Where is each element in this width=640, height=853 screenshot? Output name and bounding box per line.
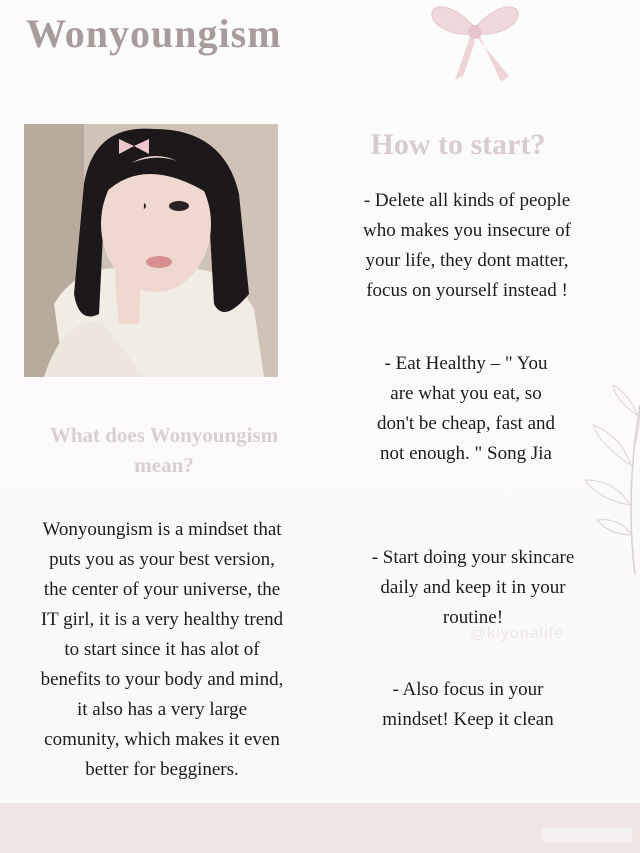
- ribbon-bow-icon: [425, 0, 525, 84]
- leaf-branch-icon: [585, 385, 640, 575]
- tip-delete-people: - Delete all kinds of people who makes you insecure of your life, they dont matter, focus on yourself instead !: [363, 190, 571, 301]
- page-title: Wonyoungism: [26, 11, 282, 56]
- tip-eat-healthy: - Eat Healthy – " You are what you eat, so don't be cheap, fast and not enough. " Song Jia: [376, 353, 556, 464]
- watermark: @kiyonalife: [470, 625, 564, 642]
- footer-badge: [542, 828, 632, 842]
- how-to-start-heading: How to start?: [370, 128, 546, 161]
- tip-skincare: - Start doing your skincare daily and keep it in your routine!: [371, 547, 575, 628]
- tip-mindset: - Also focus in your mindset! Keep it clean: [382, 679, 554, 730]
- meaning-heading: What does Wonyoungism mean?: [49, 423, 279, 477]
- meaning-text: Wonyoungism is a mindset that puts you as your best version, the center of your universe, the IT girl, it is a very healthy trend to start since it has alot of benefits to your body and mind, it also has a very large comunity, which makes it even better for begginers.: [40, 519, 284, 780]
- portrait-photo: [24, 124, 278, 377]
